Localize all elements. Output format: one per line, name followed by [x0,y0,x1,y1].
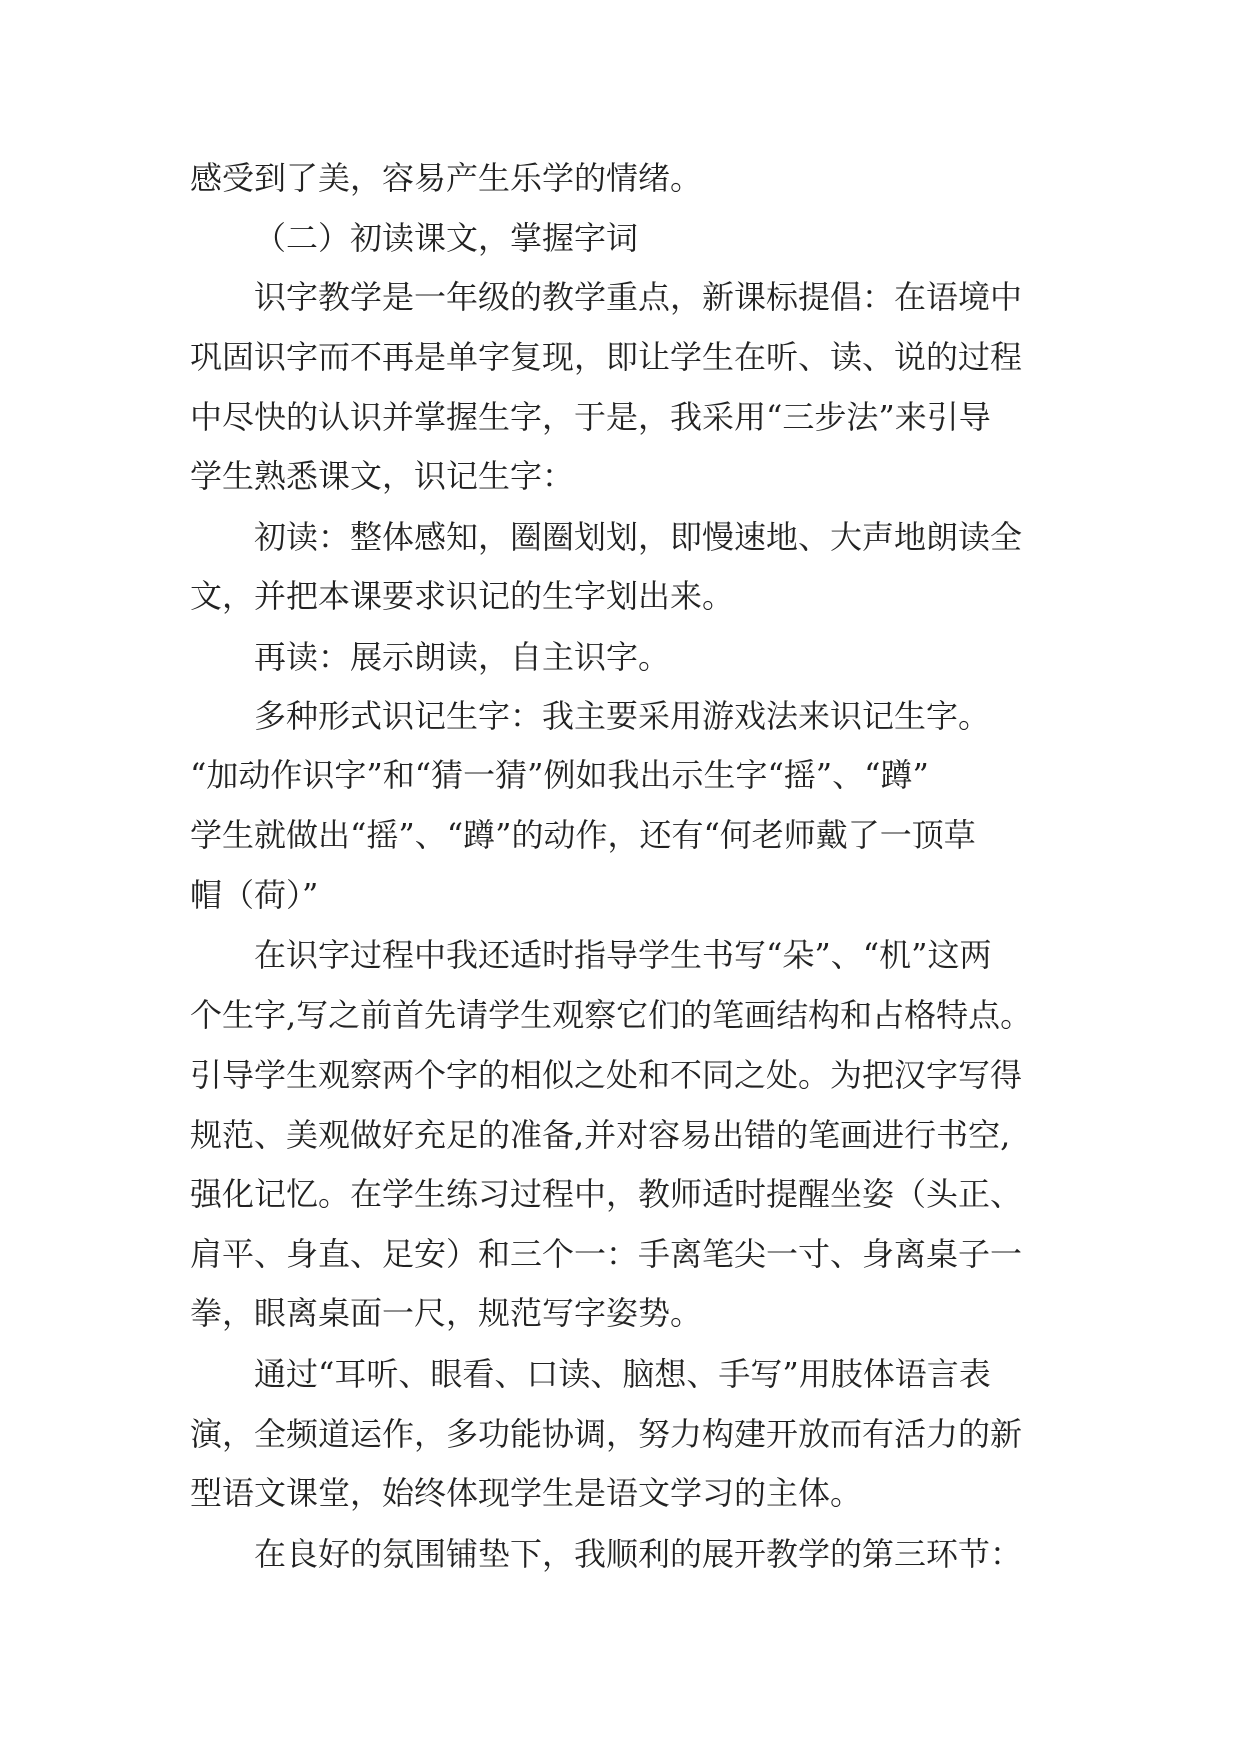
text-line: 学生熟悉课文，识记生字： [190,457,575,495]
text-line: 初读：整体感知，圈圈划划，即慢速地、大声地朗读全 [254,518,1023,556]
text-line: 强化记忆。在学生练习过程中，教师适时提醒坐姿（头正、 [190,1175,1023,1213]
text-line: 再读：展示朗读，自主识字。 [254,638,671,676]
text-line: 帽（荷）” [190,876,319,914]
text-line: 感受到了美，容易产生乐学的情绪。 [190,159,703,197]
text-line: 巩固识字而不再是单字复现，即让学生在听、读、说的过程 [190,338,1023,376]
text-line: 文，并把本课要求识记的生字划出来。 [190,577,735,615]
section-heading: （二）初读课文，掌握字词 [254,219,639,257]
text-line: 识字教学是一年级的教学重点，新课标提倡：在语境中 [254,278,1023,316]
text-line: 引导学生观察两个字的相似之处和不同之处。为把汉字写得 [190,1056,1023,1094]
text-line: 演，全频道运作，多功能协调，努力构建开放而有活力的新 [190,1415,1023,1453]
text-line: 个生字,写之前首先请学生观察它们的笔画结构和占格特点。 [190,996,1033,1034]
text-line: 在良好的氛围铺垫下，我顺利的展开教学的第三环节： [254,1535,1023,1573]
text-line: 多种形式识记生字：我主要采用游戏法来识记生字。 [254,697,991,735]
text-line: 在识字过程中我还适时指导学生书写“朵”、“机”这两 [254,936,992,974]
text-line: 学生就做出“摇”、“蹲”的动作，还有“何老师戴了一顶草 [190,816,976,854]
text-line: 中尽快的认识并掌握生字，于是，我采用“三步法”来引导 [190,398,991,436]
text-line: 型语文课堂，始终体现学生是语文学习的主体。 [190,1474,863,1512]
text-line: 拳，眼离桌面一尺，规范写字姿势。 [190,1294,703,1332]
text-line: 规范、美观做好充足的准备,并对容易出错的笔画进行书空, [190,1116,1011,1154]
text-line: 通过“耳听、眼看、口读、脑想、手写”用肢体语言表 [254,1355,991,1393]
text-line: “加动作识字”和“猜一猜”例如我出示生字“摇”、“蹲” [190,756,929,794]
text-line: 肩平、身直、足安）和三个一：手离笔尖一寸、身离桌子一 [190,1235,1023,1273]
